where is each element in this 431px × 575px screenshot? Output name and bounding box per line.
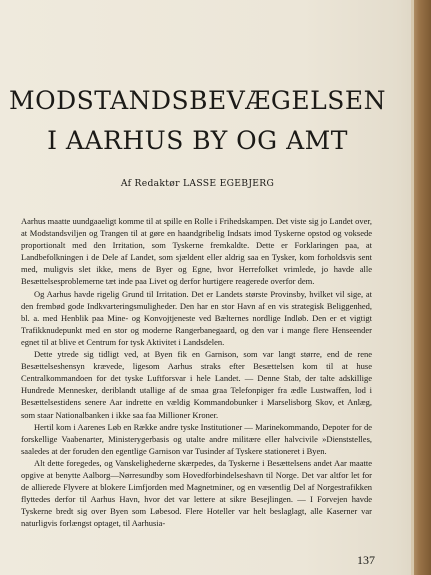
article-title-line-1: MODSTANDSBEVÆGELSEN <box>9 86 386 115</box>
article-byline: Af Redaktør LASSE EGEBJERG <box>120 178 275 189</box>
article-body <box>21 215 372 529</box>
page-number: 137 <box>357 553 375 567</box>
article-title-line-2: I AARHUS BY OG AMT <box>47 126 348 155</box>
paragraph: Dette ytrede sig tidligt ved, at Byen fik en Garnison, som var langt større, end de rene Besættelseshensyn krævede, ligesom Aarhus straks efter Besættelsen kom til at huse Centralkommandoen for det tyske Luftforsvar i hele Landet. — Denne Stab, der talte adskillige Hundrede Mennesker, deriblandt utallige af de smaa graa Telefonpiger fra ædle Lustwaffen, lod i Besættelsestidens senere Aar indrette en vældig Kommandobunker i Marselisborg Skov, et Anlæg, som staar Nationalbanken i ikke saa faa Millioner Kroner. <box>21 349 372 420</box>
paragraph: Aarhus maatte uundgaaeligt komme til at spille en Rolle i Frihedskampen. Det viste sig jo Landet over, at Modstandsviljen og Trangen til at gøre en haandgribelig Indsats imod Tyskerne opstod og voksede proportionalt med den Irritation, som Tyskerne fremkaldte. Dette er Forklaringen paa, at Landbefolkningen i de Dele af Landet, som sjældent eller aldrig saa en Tysker, kom forholdsvis sent med, muligvis slet ikke, mens de Byer og Egne, hvor Herrefolket vrimlede, jo havde alle Besættelsesproblemerne tæt inde paa Livet og derfor hurtigere reagerede overfor dem. <box>21 216 372 287</box>
book-edge <box>411 0 431 575</box>
paragraph: Alt dette foregedes, og Vanskelighederne skærpedes, da Tyskerne i Besættelsens andet Aar maatte opgive at benytte Aalborg—Nørresundby som Hovedforbindelseshavn til Norge. Det var altfor let for de allierede Flyvere at blokere Limfjorden med Magnetminer, og en væsentlig Del af Norgestrafikken flyttedes derfor til Aarhus Havn, hvor det var lettere at sikre Besejlingen. — I Forvejen havde Tyskerne bredt sig over Byen som Løbesod. Flere Hoteller var helt beslaglagt, alle Kaserner var naturligvis forlængst optaget, til Aarhusia- <box>21 457 372 529</box>
paragraph: Hertil kom i Aarenes Løb en Række andre tyske Institutioner — Marinekommando, Depoter for de forskellige Vaabenarter, Ministerygerbasis og utalte andre militære eller halvcivile »Dienststelles, saaledes at der foruden den egentlige Garnison var Tusinder af Tyskere stationeret i Byen. <box>21 421 372 456</box>
paragraph: Og Aarhus havde rigelig Grund til Irritation. Det er Landets største Provinsby, hvilket vil sige, at den frembød gode Indkvarteringsmuligheder. Den har en stor Havn af en vis strategisk Beliggenhed, bl. a. med Henblik paa Mine- og Konvojtjeneste ved Bælternes nordlige Indløb. Den er et vigtigt Trafikknudepunkt med en stor og moderne Rangerbanegaard, og den var i mange flere Henseender egnet til at blive et Centrum for tysk Aktivitet i Landsdelen. <box>21 288 372 347</box>
